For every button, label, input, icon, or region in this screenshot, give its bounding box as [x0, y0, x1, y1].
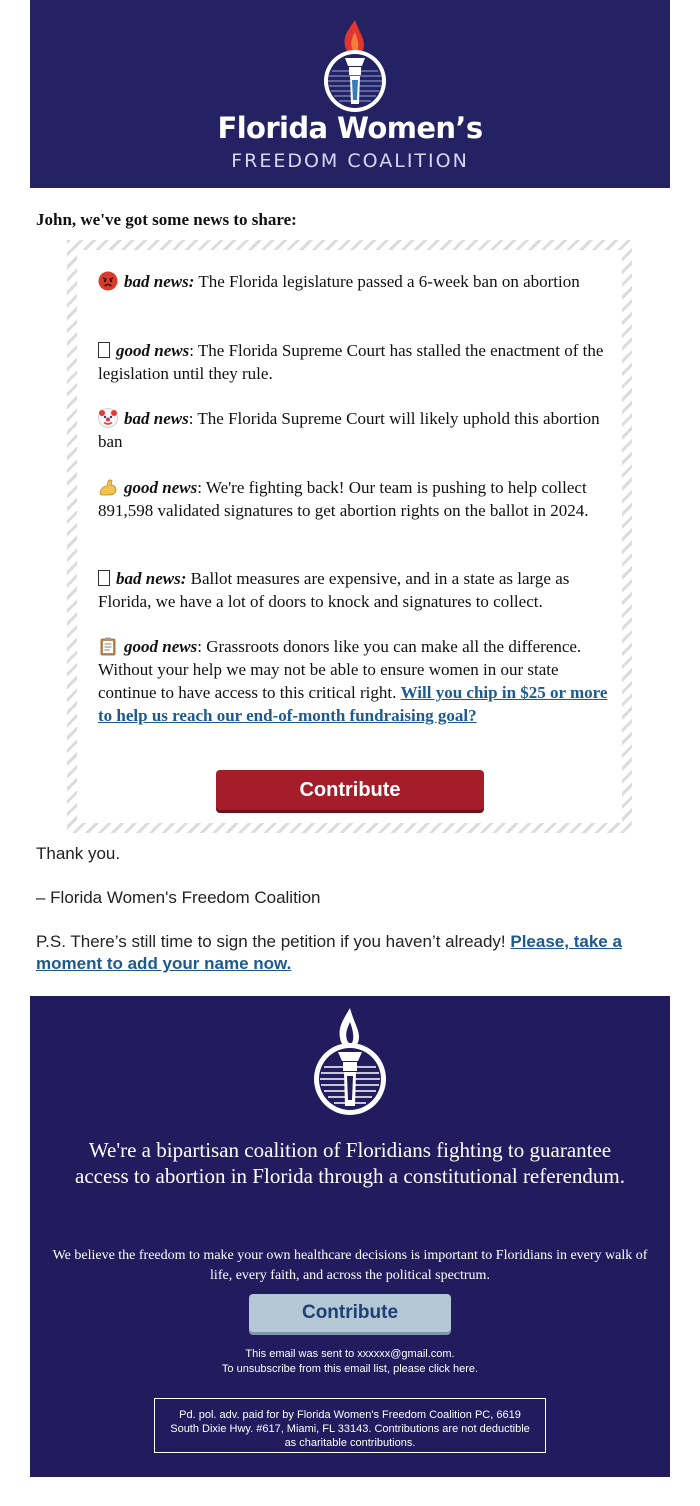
signoff-text: – Florida Women's Freedom Coalition: [36, 888, 321, 907]
news-item: [98, 407, 620, 453]
news-text: : The Florida Supreme Court has stalled the enactment of the legislation until they rule.: [98, 341, 604, 383]
news-tag: bad news:: [116, 569, 187, 588]
news-tag: good news: [116, 341, 190, 360]
news-tag: good news: [124, 478, 198, 497]
unsubscribe-link[interactable]: To unsubscribe from this email list, please click here.: [221, 1363, 479, 1375]
flexed-biceps-icon: [98, 477, 118, 497]
news-box: [67, 240, 632, 833]
news-text: : Grassroots donors like you can make all the difference. Without your help we may not be able to ensure women in our state continue to have access to this critical right.: [98, 637, 582, 702]
news-item: [98, 567, 620, 613]
torch-logo-icon: [315, 18, 395, 113]
footer-torch-logo-icon: [308, 1008, 392, 1116]
belief-statement: We believe the freedom to make your own healthcare decisions is important to Floridians in every walk of life, every faith, and across the political spectrum.: [52, 1248, 648, 1283]
clipboard-icon: [98, 636, 118, 656]
news-tag: bad news:: [124, 272, 195, 291]
news-tag: bad news: [124, 409, 189, 428]
thank-you-text: Thank you.: [36, 844, 121, 863]
brand-name: Florida Women’s: [217, 111, 483, 145]
news-item: [98, 270, 620, 293]
news-item: [98, 339, 620, 385]
mission-statement: We're a bipartisan coalition of Floridians fighting to guarantee access to abortion in Florida through a constitutional referendum.: [75, 1138, 625, 1188]
news-tag: good news: [124, 637, 198, 656]
chip-in-link[interactable]: Will you chip in $25 or more to help us reach our end-of-month fundraising goal?: [98, 683, 608, 725]
ps-body: P.S. There’s still time to sign the petition if you haven’t already!: [36, 932, 511, 951]
angry-face-icon: [98, 271, 118, 291]
missing-glyph-icon: [98, 342, 110, 358]
paid-for-disclaimer: Pd. pol. adv. paid for by Florida Women's Freedom Coalition PC, 6619 South Dixie Hwy. #617, Miami, FL 33143. Contributions are not deductible as charitable contributions.: [154, 1398, 546, 1453]
footer-contribute-button[interactable]: Contribute: [249, 1294, 451, 1332]
news-item: [98, 476, 620, 522]
news-text: : The Florida Supreme Court will likely uphold this abortion ban: [98, 409, 600, 451]
news-text: The Florida legislature passed a 6-week ban on abortion: [194, 272, 580, 291]
contribute-button[interactable]: Contribute: [216, 770, 484, 810]
sent-to-text: This email was sent to xxxxxx@gmail.com.: [245, 1348, 455, 1360]
news-item: [98, 635, 620, 727]
ps-text: [36, 931, 666, 975]
greeting: John, we've got some news to share:: [36, 210, 297, 229]
brand-subtitle: FREEDOM COALITION: [231, 150, 469, 172]
news-text: Ballot measures are expensive, and in a state as large as Florida, we have a lot of doors to knock and signatures to collect.: [98, 569, 570, 611]
missing-glyph-icon: [98, 570, 110, 586]
news-text: : We're fighting back! Our team is pushing to help collect 891,598 validated signatures to get abortion rights on the ballot in 2024.: [98, 478, 589, 520]
clown-face-icon: [98, 408, 118, 428]
add-name-link[interactable]: Please, take a moment to add your name now.: [36, 932, 622, 973]
